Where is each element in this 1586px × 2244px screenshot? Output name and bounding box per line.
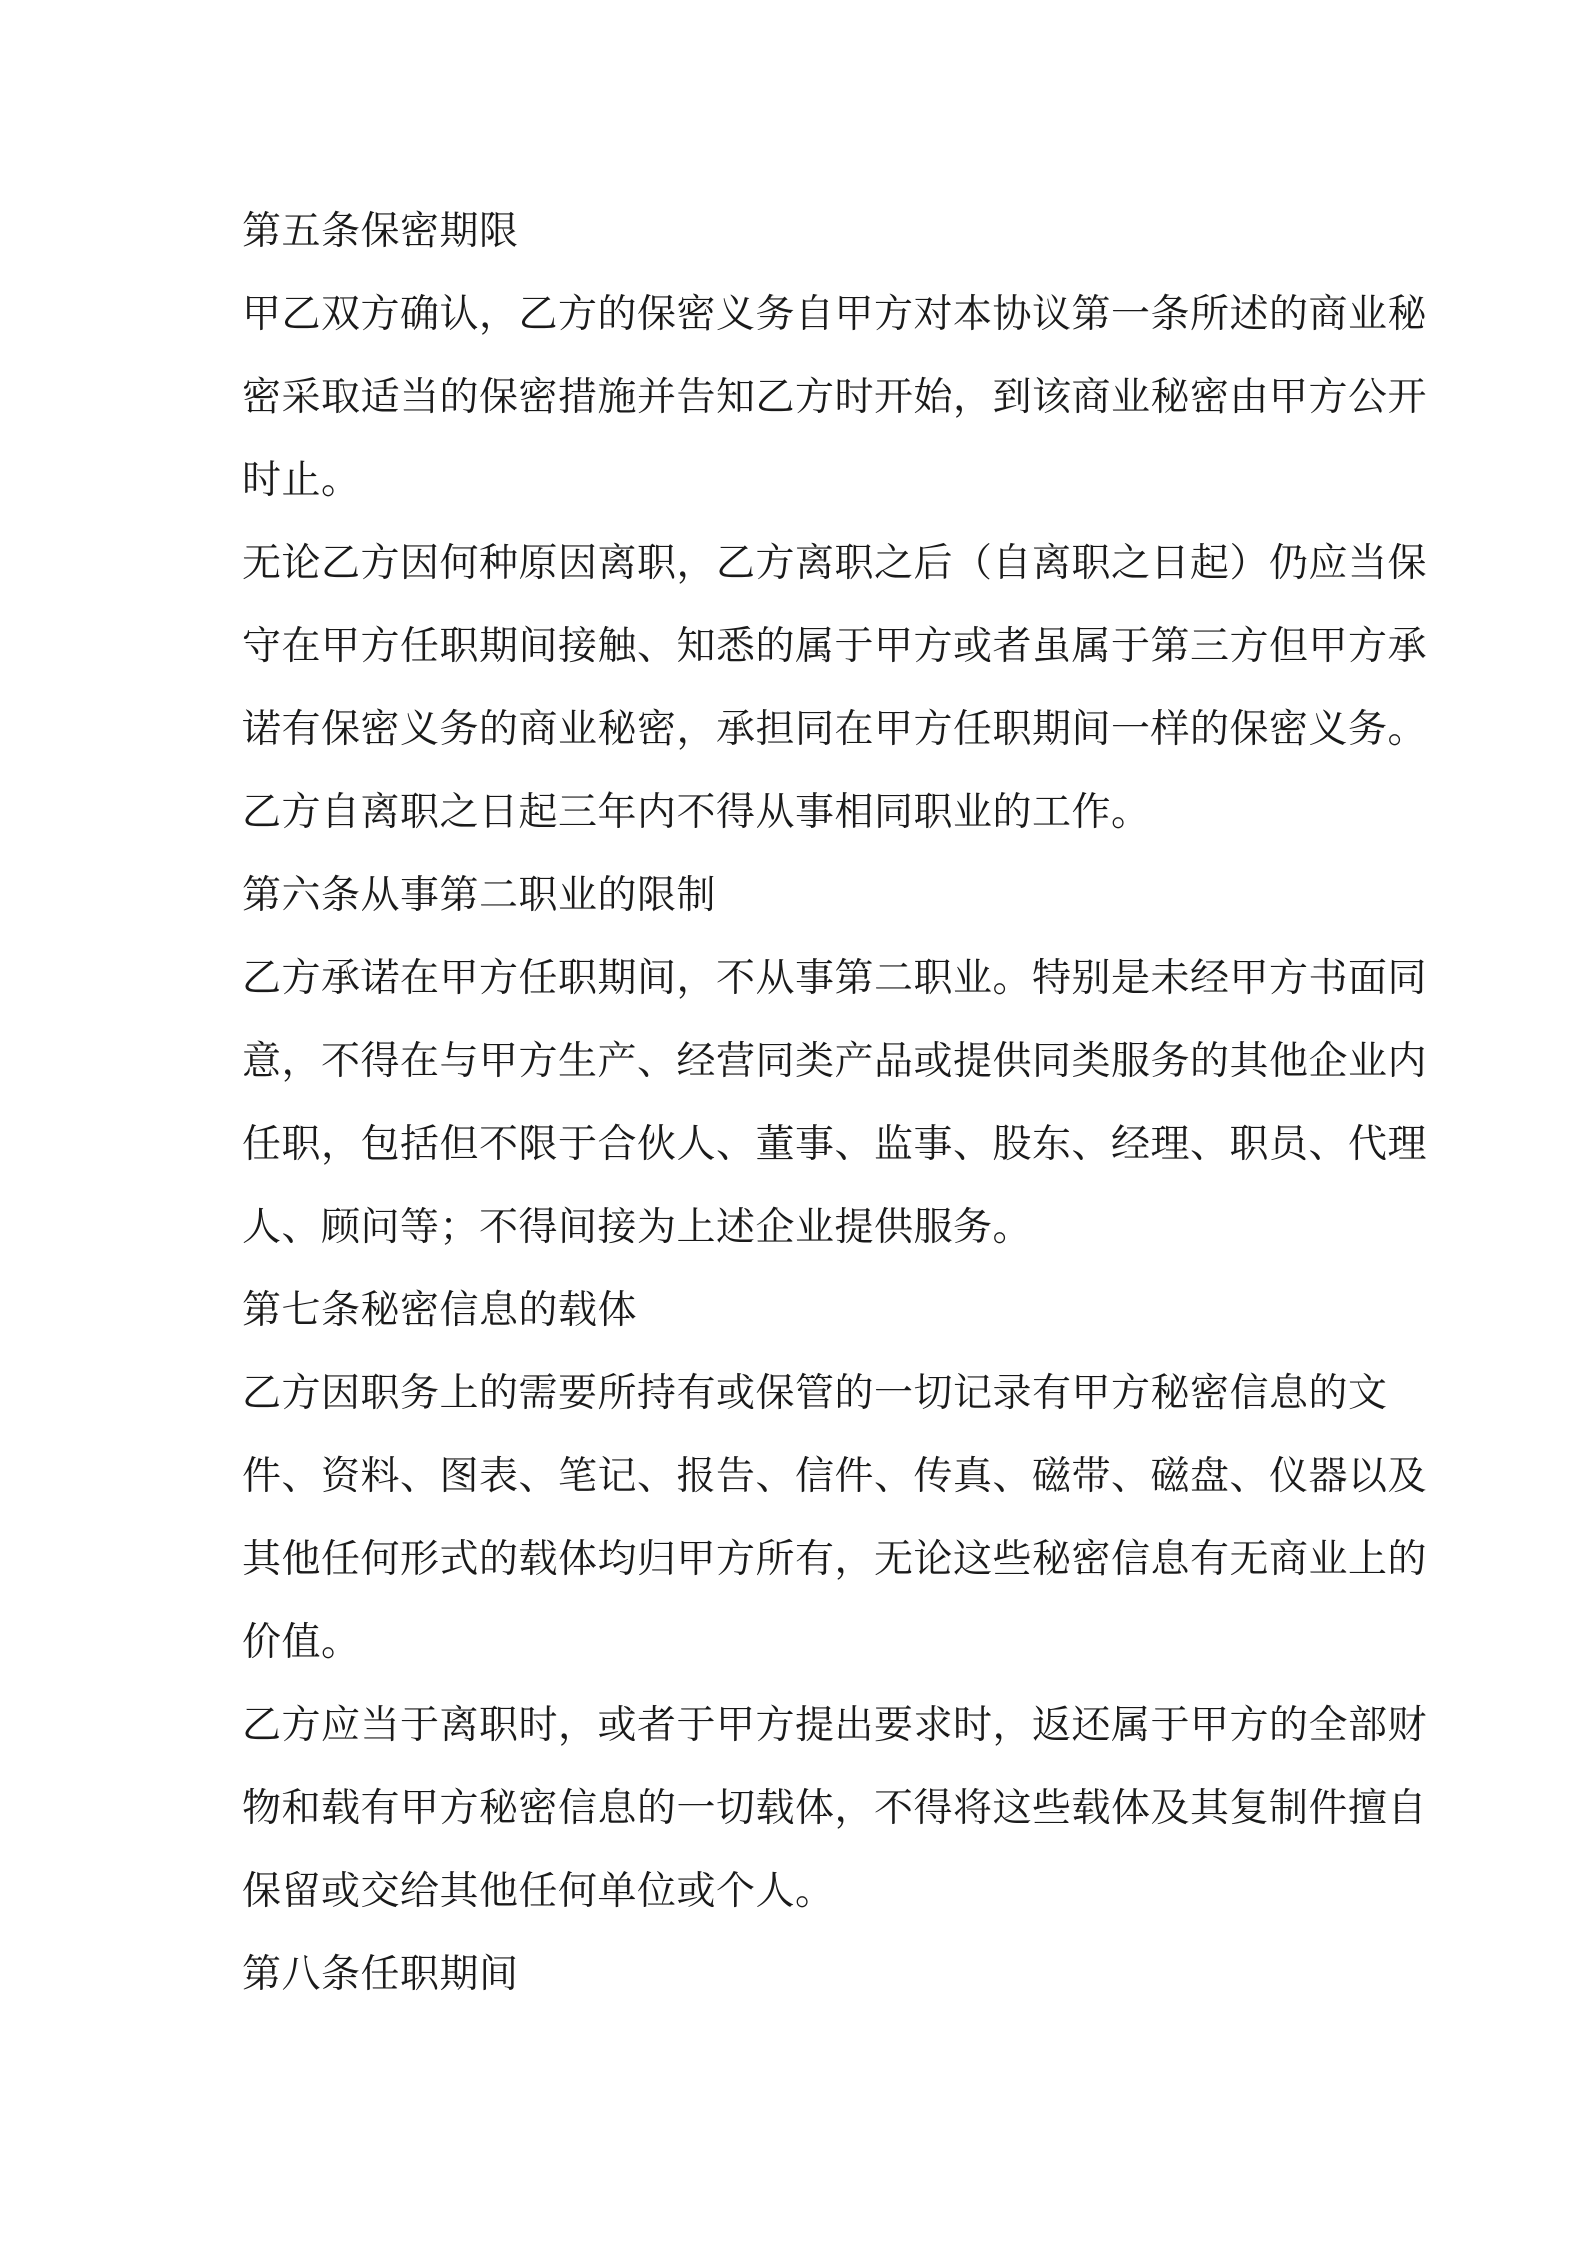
paragraph-line: 其他任何形式的载体均归甲方所有，无论这些秘密信息有无商业上的 [242, 1537, 1428, 1582]
paragraph-line: 乙方因职务上的需要所持有或保管的一切记录有甲方秘密信息的文 [242, 1371, 1388, 1416]
paragraph-line: 无论乙方因何种原因离职，乙方离职之后（自离职之日起）仍应当保 [242, 541, 1428, 586]
paragraph-line: 守在甲方任职期间接触、知悉的属于甲方或者虽属于第三方但甲方承 [242, 624, 1428, 669]
paragraph-line: 乙方承诺在甲方任职期间，不从事第二职业。特别是未经甲方书面同 [242, 956, 1428, 1001]
paragraph-line: 乙方应当于离职时，或者于甲方提出要求时，返还属于甲方的全部财 [242, 1703, 1428, 1748]
paragraph-line: 保留或交给其他任何单位或个人。 [242, 1869, 835, 1914]
section-heading: 第六条从事第二职业的限制 [242, 873, 717, 918]
paragraph-line: 密采取适当的保密措施并告知乙方时开始，到该商业秘密由甲方公开 [242, 375, 1428, 420]
paragraph-line: 价值。 [242, 1620, 361, 1665]
section-heading: 第五条保密期限 [242, 209, 519, 254]
paragraph-line: 诺有保密义务的商业秘密，承担同在甲方任职期间一样的保密义务。 [242, 707, 1428, 752]
document-page [242, 190, 1428, 2016]
paragraph-line: 物和载有甲方秘密信息的一切载体，不得将这些载体及其复制件擅自 [242, 1786, 1428, 1831]
paragraph-line: 意，不得在与甲方生产、经营同类产品或提供同类服务的其他企业内 [242, 1039, 1428, 1084]
paragraph-line: 甲乙双方确认，乙方的保密义务自甲方对本协议第一条所述的商业秘 [242, 292, 1428, 337]
section-heading: 第八条任职期间 [242, 1952, 519, 1997]
paragraph-line: 时止。 [242, 458, 361, 503]
paragraph-line: 人、顾问等；不得间接为上述企业提供服务。 [242, 1205, 1033, 1250]
section-heading: 第七条秘密信息的载体 [242, 1288, 638, 1333]
paragraph-line: 乙方自离职之日起三年内不得从事相同职业的工作。 [242, 790, 1151, 835]
paragraph-line: 件、资料、图表、笔记、报告、信件、传真、磁带、磁盘、仪器以及 [242, 1454, 1428, 1499]
paragraph-line: 任职，包括但不限于合伙人、董事、监事、股东、经理、职员、代理 [242, 1122, 1428, 1167]
